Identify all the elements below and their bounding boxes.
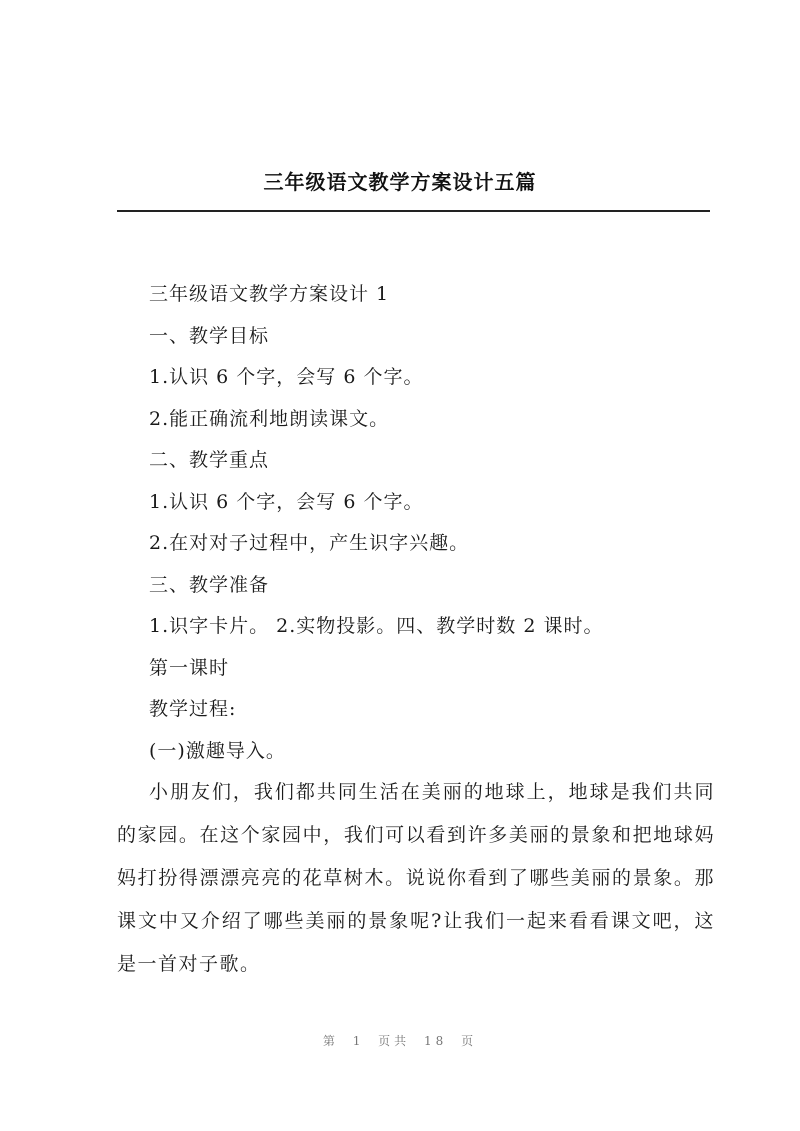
focus-item: 1.认识 6 个字，会写 6 个字。 <box>149 490 424 513</box>
section-heading: 三年级语文教学方案设计 1 <box>149 283 390 305</box>
process-heading: 教学过程: <box>149 698 237 720</box>
lesson-heading: 第一课时 <box>149 656 230 679</box>
document-body <box>117 274 715 986</box>
document-title: 三年级语文教学方案设计五篇 <box>263 170 537 194</box>
title-divider <box>117 210 710 212</box>
page-footer: 第 1 页共 18 页 <box>322 1034 478 1048</box>
intro-paragraph: 小朋友们，我们都共同生活在美丽的地球上，地球是我们共同的家园。在这个家园中，我们可以看到许多美丽的景象和把地球妈妈打扮得漂漂亮亮的花草树木。说说你看到了哪些美丽的景象。那课文中又介绍了哪些美丽的景象呢?让我们一起来看看课文吧，这是一首对子歌。 <box>117 781 715 975</box>
objective-heading: 一、教学目标 <box>149 324 270 347</box>
preparation-item: 1.识字卡片。 2.实物投影。四、教学时数 2 课时。 <box>149 615 604 637</box>
objective-item: 2.能正确流利地朗读课文。 <box>149 407 390 430</box>
preparation-heading: 三、教学准备 <box>149 573 270 596</box>
objective-item: 1.认识 6 个字，会写 6 个字。 <box>149 366 424 388</box>
focus-heading: 二、教学重点 <box>149 449 270 471</box>
focus-item: 2.在对对子过程中，产生识字兴趣。 <box>149 532 470 554</box>
step-heading: (一)激趣导入。 <box>149 739 286 762</box>
